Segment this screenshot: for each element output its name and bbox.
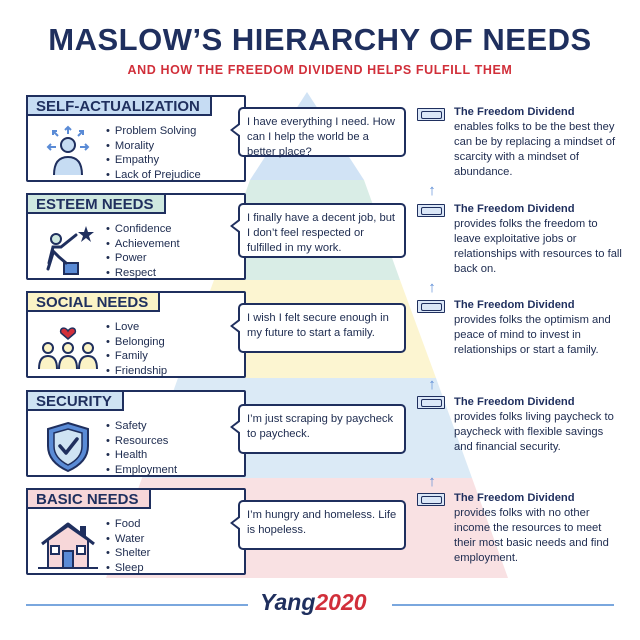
freedom-dividend-title: The Freedom Dividend (454, 203, 575, 215)
person-expanding-arrows-icon (36, 125, 100, 177)
list-item: • Shelter (106, 546, 150, 561)
level-esteem-needs (26, 193, 246, 280)
list-item: • Confidence (106, 222, 180, 237)
logo-word: Yang (260, 589, 316, 615)
list-item: • Love (106, 320, 167, 335)
freedom-dividend-description: enables folks to be the best they can be by replacing a mindset of scarcity with a mindset of abundance. (454, 121, 616, 178)
list-item: • Health (106, 448, 177, 463)
freedom-dividend-description: provides folks the freedom to leave exploitative jobs or relationships with resources to fall back on. (454, 218, 622, 275)
list-item: • Problem Solving (106, 124, 201, 139)
list-item: • Morality (106, 139, 201, 154)
page-title: MASLOW’S HIERARCHY OF NEEDS (48, 22, 592, 57)
level-items (106, 517, 150, 575)
up-arrow-icon: ↑ (428, 182, 436, 199)
campaign-logo (260, 589, 367, 616)
freedom-dividend-text (454, 105, 624, 180)
level-basic-needs (26, 488, 246, 575)
list-item: • Employment (106, 463, 177, 478)
level-self-actualization (26, 95, 246, 182)
level-title: SOCIAL NEEDS (26, 291, 160, 312)
list-item: • Belonging (106, 335, 167, 350)
up-arrow-icon: ↑ (428, 376, 436, 393)
freedom-dividend-description: provides folks with no other income the resources to meet their most basic needs and find employment. (454, 507, 609, 564)
list-item: • Water (106, 532, 150, 547)
up-arrow-icon: ↑ (428, 279, 436, 296)
freedom-dividend-description: provides folks living paycheck to paycheck with flexible savings and financial security. (454, 411, 614, 453)
quote-bubble: I finally have a decent job, but I don’t feel respected or fulfilled in my work. (238, 203, 406, 258)
freedom-dividend-description: provides folks the optimism and peace of mind to invest in relationships or start a family. (454, 314, 611, 356)
level-title: SELF-ACTUALIZATION (26, 95, 212, 116)
footer-divider-left (26, 604, 248, 606)
quote-bubble: I’m just scraping by paycheck to paycheck. (238, 404, 406, 454)
freedom-dividend-text (454, 298, 624, 358)
freedom-dividend-title: The Freedom Dividend (454, 106, 575, 118)
level-items (106, 320, 167, 378)
footer-divider-right (392, 604, 614, 606)
level-title: SECURITY (26, 390, 124, 411)
page-subtitle: AND HOW THE FREEDOM DIVIDEND HELPS FULFILL THEM (127, 63, 513, 77)
list-item: • Family (106, 349, 167, 364)
list-item: • Resources (106, 434, 177, 449)
up-arrow-icon: ↑ (428, 473, 436, 490)
shield-check-icon (36, 420, 100, 472)
logo-number: 2020 (315, 589, 367, 615)
list-item: • Power (106, 251, 180, 266)
level-title: ESTEEM NEEDS (26, 193, 166, 214)
dollar-bill-icon (417, 204, 445, 217)
list-item: • Empathy (106, 153, 201, 168)
list-item: • Safety (106, 419, 177, 434)
list-item: • Achievement (106, 237, 180, 252)
list-item: • Respect (106, 266, 180, 281)
freedom-dividend-title: The Freedom Dividend (454, 299, 575, 311)
list-item: • Friendship (106, 364, 167, 379)
group-with-heart-icon (36, 321, 100, 373)
freedom-dividend-title: The Freedom Dividend (454, 492, 575, 504)
dollar-bill-icon (417, 300, 445, 313)
freedom-dividend-text (454, 395, 624, 455)
house-icon (36, 518, 100, 570)
dollar-bill-icon (417, 396, 445, 409)
level-title: BASIC NEEDS (26, 488, 151, 509)
list-item: • Sleep (106, 561, 150, 576)
level-items (106, 419, 177, 477)
dollar-bill-icon (417, 493, 445, 506)
list-item: • Food (106, 517, 150, 532)
quote-bubble: I have everything I need. How can I help the world be a better place? (238, 107, 406, 157)
quote-bubble: I wish I felt secure enough in my future to start a family. (238, 303, 406, 353)
level-social-needs (26, 291, 246, 378)
freedom-dividend-title: The Freedom Dividend (454, 396, 575, 408)
list-item: • Lack of Prejudice (106, 168, 201, 183)
person-reaching-star-icon (36, 223, 100, 275)
freedom-dividend-text (454, 491, 624, 566)
level-security (26, 390, 246, 477)
quote-bubble: I’m hungry and homeless. Life is hopeless. (238, 500, 406, 550)
freedom-dividend-text (454, 202, 624, 277)
level-items (106, 124, 201, 182)
level-items (106, 222, 180, 280)
dollar-bill-icon (417, 108, 445, 121)
